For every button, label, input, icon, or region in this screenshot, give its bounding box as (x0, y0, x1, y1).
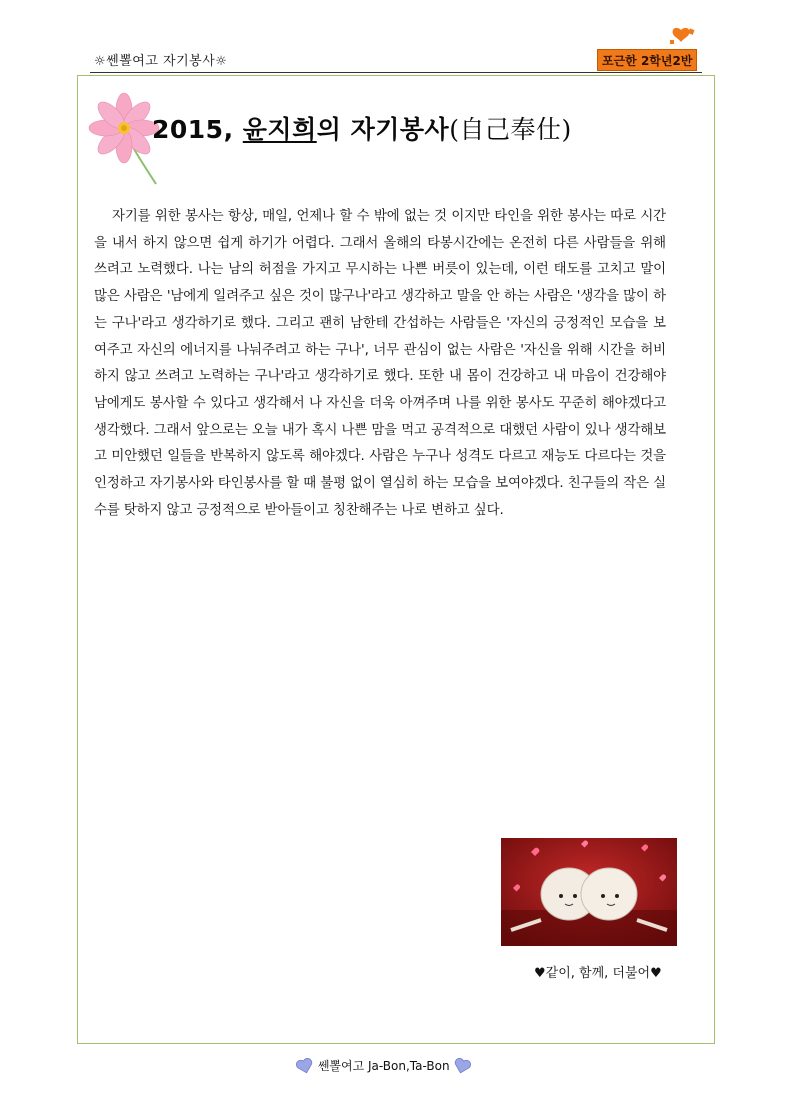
title-hanja: (自己奉仕) (449, 115, 572, 144)
couple-illustration (501, 838, 677, 946)
class-badge: 포근한 2학년2반 (597, 49, 697, 71)
footer-text: 쎈뽈여고 Ja-Bon,Ta-Bon (317, 1059, 450, 1073)
heart-icon (453, 1058, 471, 1074)
title-name: 윤지희 (242, 115, 317, 144)
essay-body: 자기를 위한 봉사는 항상, 매일, 언제나 할 수 밖에 없는 것 이지만 타인을 위한 봉사는 따로 시간을 내서 하지 않으면 쉽게 하기가 어렵다. 그래서 올해의 타봉시간에는 온전히 다른 사람들을 위해 쓰려고 노력했다. 나는 남의 허점을 가지고 무시하는 나쁜 버릇이 있는데, 이런 태도를 고치고 말이 많은 사람은 '남에게 일려주고 싶은 것이 많구나'라고 생각하고 말을 안 하는 사람은 '생각을 많이 하는 구나'라고 생각하기로 했다. 그리고 괜히 남한테 간섭하는 사람들은 '자신의 긍정적인 모습을 보여주고 자신의 에너지를 나눠주려고 하는 구나', 너무 관심이 없는 사람은 '자신을 위해 시간을 허비하지 않고 쓰려고 노력하는 구나'라고 생각하기로 했다. 또한 내 몸이 건강하고 내 마음이 건강해야 남에게도 봉사할 수 있다고 생각해서 나 자신을 더욱 아껴주며 나를 위한 봉사도 꾸준히 해야겠다고 생각했다. 그래서 앞으로는 오늘 내가 혹시 나쁜 맘을 먹고 공격적으로 대했던 사람이 있나 생각해보고 미안했던 일들을 반복하지 않도록 해야겠다. 사람은 누구나 성격도 다르고 재능도 다르다는 것을 인정하고 자기봉사와 타인봉사를 할 때 불평 없이 열심히 하는 모습을 보여야겠다. 친구들의 작은 실수를 탓하지 않고 긍정적으로 받아들이고 칭찬해주는 나로 변하고 싶다. (94, 209, 666, 518)
title-year: 2015, (152, 115, 243, 144)
page-title (152, 110, 572, 146)
photo-caption: ♥같이, 함께, 더불어♥ (534, 966, 662, 981)
header-divider (90, 72, 702, 73)
heart-icon (296, 1058, 314, 1074)
footer (296, 1057, 471, 1074)
header-title: ☼쎈뽈여고 자기봉사☼ (94, 54, 228, 69)
title-suffix: 의 자기봉사 (316, 115, 450, 144)
